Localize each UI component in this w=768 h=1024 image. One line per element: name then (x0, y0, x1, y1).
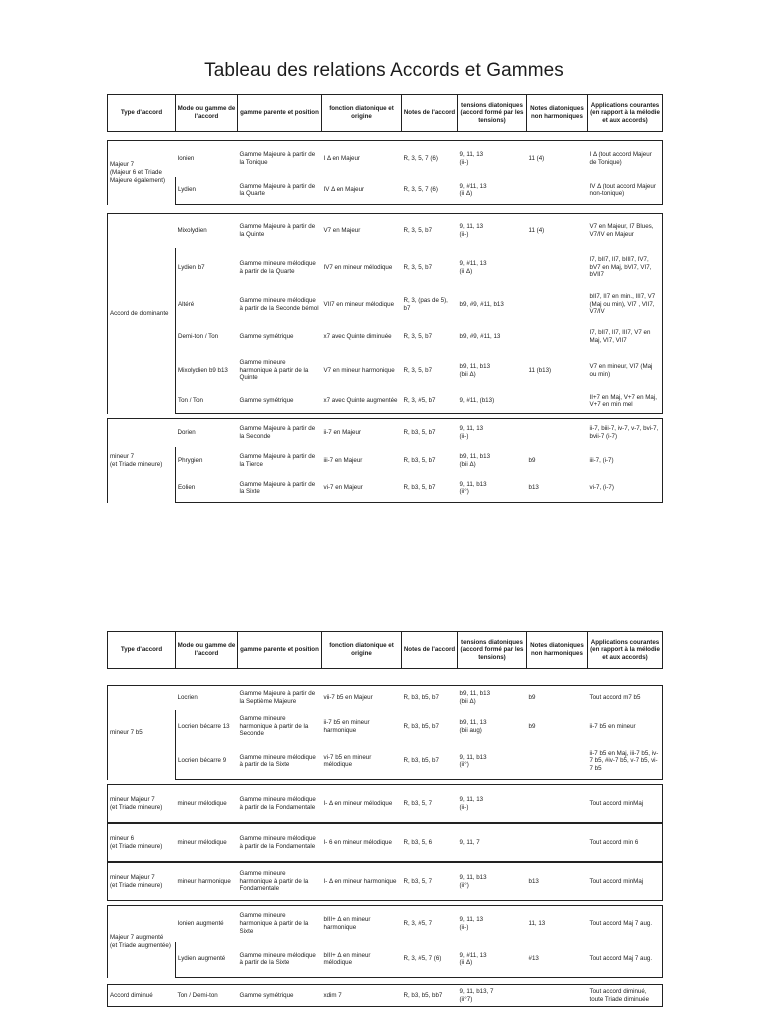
non-harmonic-cell (527, 985, 588, 1007)
tensions-cell: 9, 11, 13 (ii-) (458, 419, 527, 447)
mode-cell: Phrygien (176, 447, 238, 475)
chord-type-cell: mineur 7 b5 (108, 686, 176, 780)
chord-notes-cell: R, 3, 5, b7 (403, 332, 433, 340)
chord-notes-cell: R, b3, b5, bb7 (402, 985, 458, 1007)
parent-scale-cell: Gamme Majeure à partir de la Quinte (238, 214, 322, 248)
column-header: tensions diatoniques (accord formé par les tensions) (458, 632, 527, 669)
column-header: Mode ou gamme de l'accord (176, 632, 238, 669)
chord-notes-cell: R, b3, 5, 7 (402, 785, 458, 823)
function-cell: vii-7 b5 en Majeur (322, 686, 402, 710)
chord-notes-cell: R, b3, b5, b7 (402, 744, 458, 780)
mode-cell: Demi-ton / Ton (176, 322, 238, 352)
chord-notes-cell: R, b3, 5, 6 (402, 824, 458, 862)
chord-type-cell: mineur Majeur 7 (et Triade mineure) (108, 863, 176, 901)
parent-scale-cell: Gamme mineure harmonique à partir de la Seconde (239, 715, 309, 738)
parent-scale-cell: Gamme Majeure à partir de la Tierce (239, 452, 316, 468)
parent-scale-cell: Gamme Majeure à partir de la Sixte (238, 475, 322, 503)
chord-notes-cell: R, 3, #5, b7 (402, 390, 458, 414)
parent-scale-cell: Gamme mineure mélodique à partir de la Sixte (238, 744, 322, 780)
non-harmonic-cell: b9 (527, 686, 588, 710)
column-header: gamme parente et position (238, 95, 322, 132)
table-row (108, 942, 663, 978)
parent-scale-cell: Gamme mineure harmonique à partir de la Fondamentale (238, 863, 322, 901)
column-header: Notes de l'accord (402, 95, 458, 132)
chord-notes-cell: R, b3, 5, b7 (402, 419, 458, 447)
function-cell: iii-7 en Majeur (323, 456, 363, 464)
table-row (108, 686, 663, 710)
column-header: Type d'accord (108, 632, 176, 669)
applications-cell: vi-7, (i-7) (588, 475, 663, 503)
tensions-cell: 9, #11, 13 (ii Δ) (459, 259, 487, 275)
column-header: fonction diatonique et origine (322, 632, 402, 669)
tensions-cell: 9, 11, 13 (ii-) (458, 785, 527, 823)
mode-cell: Mixolydien (176, 214, 238, 248)
parent-scale-cell: Gamme Majeure à partir de la Seconde (238, 419, 322, 447)
chord-scale-table-1 (107, 94, 663, 503)
chord-notes-cell: R, 3, #5, 7 (6) (402, 942, 458, 978)
non-harmonic-cell (527, 322, 588, 352)
chord-notes-cell: R, 3, (pas de 5), b7 (403, 296, 448, 312)
chord-notes-cell: R, b3, 5, b7 (403, 456, 436, 464)
function-cell: I- Δ en mineur harmonique (322, 863, 402, 901)
mode-cell: Lydien b7 (176, 248, 238, 288)
function-cell: vi-7 en Majeur (322, 475, 402, 503)
applications-cell: Tout accord minMaj (588, 863, 663, 901)
chord-notes-cell: R, b3, b5, b7 (403, 722, 439, 730)
mode-cell: mineur mélodique (176, 785, 238, 823)
function-cell: IV Δ en Majeur (322, 177, 402, 205)
table-row (108, 744, 663, 780)
table-row (108, 906, 663, 942)
applications-cell: I7, bII7, II7, bIII7, IV7, bV7 en Maj, bVI7, VI7, bVII7 (588, 248, 663, 288)
applications-cell: V7 en mineur, VI7 (Maj ou min) (588, 352, 663, 390)
mode-cell: Locrien bécarre 13 (176, 710, 238, 744)
tensions-cell: b9, 11, 13 (bii aug) (459, 718, 487, 734)
chord-scale-table-2 (107, 631, 663, 1007)
parent-scale-cell: Gamme mineure harmonique à partir de la Quinte (239, 359, 309, 382)
chord-notes-cell: R, 3, 5, 7 (6) (402, 141, 458, 177)
mode-cell: Ionien (176, 141, 238, 177)
table-row (108, 288, 663, 322)
table-row (108, 214, 663, 248)
column-header: Type d'accord (108, 95, 176, 132)
function-cell: bIII+ Δ en mineur harmonique (322, 906, 402, 942)
chord-notes-cell: R, 3, 5, 7 (6) (402, 177, 458, 205)
tensions-cell: 9, #11, 13 (ii Δ) (458, 177, 527, 205)
parent-scale-cell: Gamme mineure mélodique à partir de la Seconde bémol (239, 296, 319, 312)
applications-cell: II+7 en Maj, V+7 en Maj, V+7 en min mel (588, 390, 663, 414)
chord-notes-cell: R, b3, 5, b7 (402, 475, 458, 503)
mode-cell: Ton / Ton (176, 390, 238, 414)
non-harmonic-cell: b9 (528, 456, 536, 464)
table-row (108, 863, 663, 901)
chord-type-cell: Accord diminué (108, 985, 176, 1007)
header-row (108, 632, 663, 669)
table-row (108, 475, 663, 503)
applications-cell: Tout accord minMaj (588, 785, 663, 823)
column-header: fonction diatonique et origine (322, 95, 402, 132)
non-harmonic-cell: 11 (4) (527, 214, 588, 248)
mode-cell: Ton / Demi-ton (176, 985, 238, 1007)
mode-cell: Locrien bécarre 9 (176, 744, 238, 780)
parent-scale-cell: Gamme mineure mélodique à partir de la Sixte (238, 942, 322, 978)
table-row (108, 785, 663, 823)
tensions-cell: 9, 11, 13 (ii-) (458, 141, 527, 177)
function-cell: IV7 en mineur mélodique (323, 263, 393, 271)
table-row (108, 352, 663, 390)
applications-cell: ii-7 b5 en mineur (588, 710, 663, 744)
applications-cell: Tout accord min 6 (588, 824, 663, 862)
applications-cell: Tout accord diminué, toute Triade diminuée (588, 985, 663, 1007)
function-cell: I Δ en Majeur (322, 141, 402, 177)
tensions-cell: 9, 11, b13, 7 (ii°7) (458, 985, 527, 1007)
function-cell: V7 en Majeur (322, 214, 402, 248)
non-harmonic-cell (527, 419, 588, 447)
non-harmonic-cell (527, 288, 588, 322)
parent-scale-cell: Gamme symétrique (238, 985, 322, 1007)
column-header: Mode ou gamme de l'accord (176, 95, 238, 132)
table-row (108, 248, 663, 288)
chord-notes-cell: R, 3, 5, b7 (402, 214, 458, 248)
applications-cell: V7 en Majeur, I7 Blues, V7/IV en Majeur (588, 214, 663, 248)
mode-cell: Lydien (176, 177, 238, 205)
tensions-cell: b9, #9, #11, 13 (459, 332, 501, 340)
mode-cell: Altéré (176, 288, 238, 322)
non-harmonic-cell (527, 785, 588, 823)
applications-cell: Tout accord Maj 7 aug. (588, 942, 663, 978)
non-harmonic-cell (527, 744, 588, 780)
table-row (108, 710, 663, 744)
chord-notes-cell: R, b3, 5, 7 (402, 863, 458, 901)
applications-cell: iii-7, (i-7) (588, 447, 663, 475)
function-cell: vi-7 b5 en mineur mélodique (322, 744, 402, 780)
applications-cell: Tout accord Maj 7 aug. (588, 906, 663, 942)
tensions-cell: 9, 11, b13 (ii°) (458, 475, 527, 503)
column-header: Notes de l'accord (402, 632, 458, 669)
table-row (108, 419, 663, 447)
chord-type-cell: mineur 7 (et Triade mineure) (108, 419, 176, 503)
function-cell: I- 6 en mineur mélodique (322, 824, 402, 862)
applications-cell: Tout accord m7 b5 (588, 686, 663, 710)
tensions-cell: b9, 11, b13 (bii Δ) (459, 452, 491, 468)
column-header: Notes diatoniques non harmoniques (527, 95, 588, 132)
column-header: Applications courantes (en rapport à la mélodie et aux accords) (588, 95, 663, 132)
function-cell: xdim 7 (322, 985, 402, 1007)
chord-type-cell: Accord de dominante (108, 214, 176, 414)
mode-cell: Dorien (176, 419, 238, 447)
chord-type-cell: mineur Majeur 7 (et Triade mineure) (108, 785, 176, 823)
mode-cell: Lydien augmenté (176, 942, 238, 978)
function-cell: VII7 en mineur mélodique (323, 300, 395, 308)
non-harmonic-cell: b9 (528, 722, 536, 730)
table-row (108, 824, 663, 862)
column-header: tensions diatoniques (accord formé par les tensions) (458, 95, 527, 132)
non-harmonic-cell (527, 390, 588, 414)
parent-scale-cell: Gamme mineure harmonique à partir de la Sixte (238, 906, 322, 942)
tensions-cell: 9, 11, b13 (ii°) (458, 744, 527, 780)
table-row (108, 322, 663, 352)
mode-cell: mineur mélodique (176, 824, 238, 862)
applications-cell: ii-7, biii-7, iv-7, v-7, bvi-7, bvii-7 (i-7) (588, 419, 663, 447)
mode-cell: Eolien (176, 475, 238, 503)
function-cell: x7 avec Quinte augmentée (322, 390, 402, 414)
parent-scale-cell: Gamme mineure mélodique à partir de la Fondamentale (238, 824, 322, 862)
applications-cell: bII7, II7 en min., III7, V7 (Maj ou min), VI7 , VII7, V7/IV (588, 288, 663, 322)
parent-scale-cell: Gamme Majeure à partir de la Quarte (238, 177, 322, 205)
chord-notes-cell: R, 3, #5, 7 (402, 906, 458, 942)
non-harmonic-cell (527, 248, 588, 288)
column-header: Applications courantes (en rapport à la mélodie et aux accords) (588, 632, 663, 669)
chord-notes-cell: R, b3, b5, b7 (402, 686, 458, 710)
table-row (108, 985, 663, 1007)
page-title: Tableau des relations Accords et Gammes (204, 60, 564, 81)
table-row (108, 447, 663, 475)
tensions-cell: 9, 11, 13 (ii-) (458, 214, 527, 248)
chord-notes-cell: R, 3, 5, b7 (403, 366, 433, 374)
parent-scale-cell: Gamme symétrique (239, 332, 294, 340)
non-harmonic-cell: 11 (4) (527, 141, 588, 177)
mode-cell: mineur harmonique (176, 863, 238, 901)
parent-scale-cell: Gamme mineure mélodique à partir de la Fondamentale (238, 785, 322, 823)
non-harmonic-cell (527, 824, 588, 862)
table-row (108, 390, 663, 414)
tensions-cell: 9, 11, b13 (ii°) (458, 863, 527, 901)
column-header: Notes diatoniques non harmoniques (527, 632, 588, 669)
parent-scale-cell: Gamme symétrique (238, 390, 322, 414)
tensions-cell: b9, 11, b13 (bii Δ) (459, 362, 491, 378)
non-harmonic-cell: #13 (527, 942, 588, 978)
applications-cell: I Δ (tout accord Majeur de Tonique) (588, 141, 663, 177)
tensions-cell: 9, #11, 13 (ii Δ) (458, 942, 527, 978)
chord-notes-cell: R, 3, 5, b7 (403, 263, 433, 271)
function-cell: x7 avec Quinte diminuée (323, 332, 392, 340)
applications-cell: I7, bII7, II7, III7, V7 en Maj, VI7, VII7 (588, 322, 663, 352)
mode-cell: Mixolydien b9 b13 (176, 352, 238, 390)
tensions-cell: b9, 11, b13 (bii Δ) (458, 686, 527, 710)
non-harmonic-cell: b13 (527, 475, 588, 503)
tensions-cell: 9, #11, (b13) (458, 390, 527, 414)
non-harmonic-cell: b13 (527, 863, 588, 901)
chord-type-cell: Majeur 7 (Majeur 6 et Triade Majeure également) (108, 141, 176, 205)
table-row (108, 141, 663, 177)
parent-scale-cell: Gamme Majeure à partir de la Tonique (238, 141, 322, 177)
parent-scale-cell: Gamme mineure mélodique à partir de la Quarte (239, 259, 316, 275)
mode-cell: Ionien augmenté (176, 906, 238, 942)
applications-cell: IV Δ (tout accord Majeur non-tonique) (588, 177, 663, 205)
tensions-cell: 9, 11, 13 (ii-) (458, 906, 527, 942)
parent-scale-cell: Gamme Majeure à partir de la Septième Majeure (238, 686, 322, 710)
non-harmonic-cell: 11 (b13) (528, 366, 552, 374)
mode-cell: Locrien (176, 686, 238, 710)
non-harmonic-cell: 11, 13 (527, 906, 588, 942)
function-cell: ii-7 en Majeur (322, 419, 402, 447)
non-harmonic-cell (527, 177, 588, 205)
function-cell: V7 en mineur harmonique (323, 366, 395, 374)
applications-cell: ii-7 b5 en Maj, iii-7 b5, iv-7 b5, #iv-7 b5, v-7 b5, vi-7 b5 (588, 744, 663, 780)
tensions-cell: 9, 11, 7 (458, 824, 527, 862)
function-cell: bIII+ Δ en mineur mélodique (322, 942, 402, 978)
function-cell: I- Δ en mineur mélodique (322, 785, 402, 823)
table-row (108, 177, 663, 205)
chord-type-cell: mineur 6 (et Triade mineure) (108, 824, 176, 862)
column-header: gamme parente et position (238, 632, 322, 669)
tensions-cell: b9, #9, #11, b13 (459, 300, 504, 308)
chord-type-cell: Majeur 7 augmenté (et Triade augmentée) (108, 906, 176, 978)
header-row (108, 95, 663, 132)
function-cell: ii-7 b5 en mineur harmonique (323, 718, 370, 734)
